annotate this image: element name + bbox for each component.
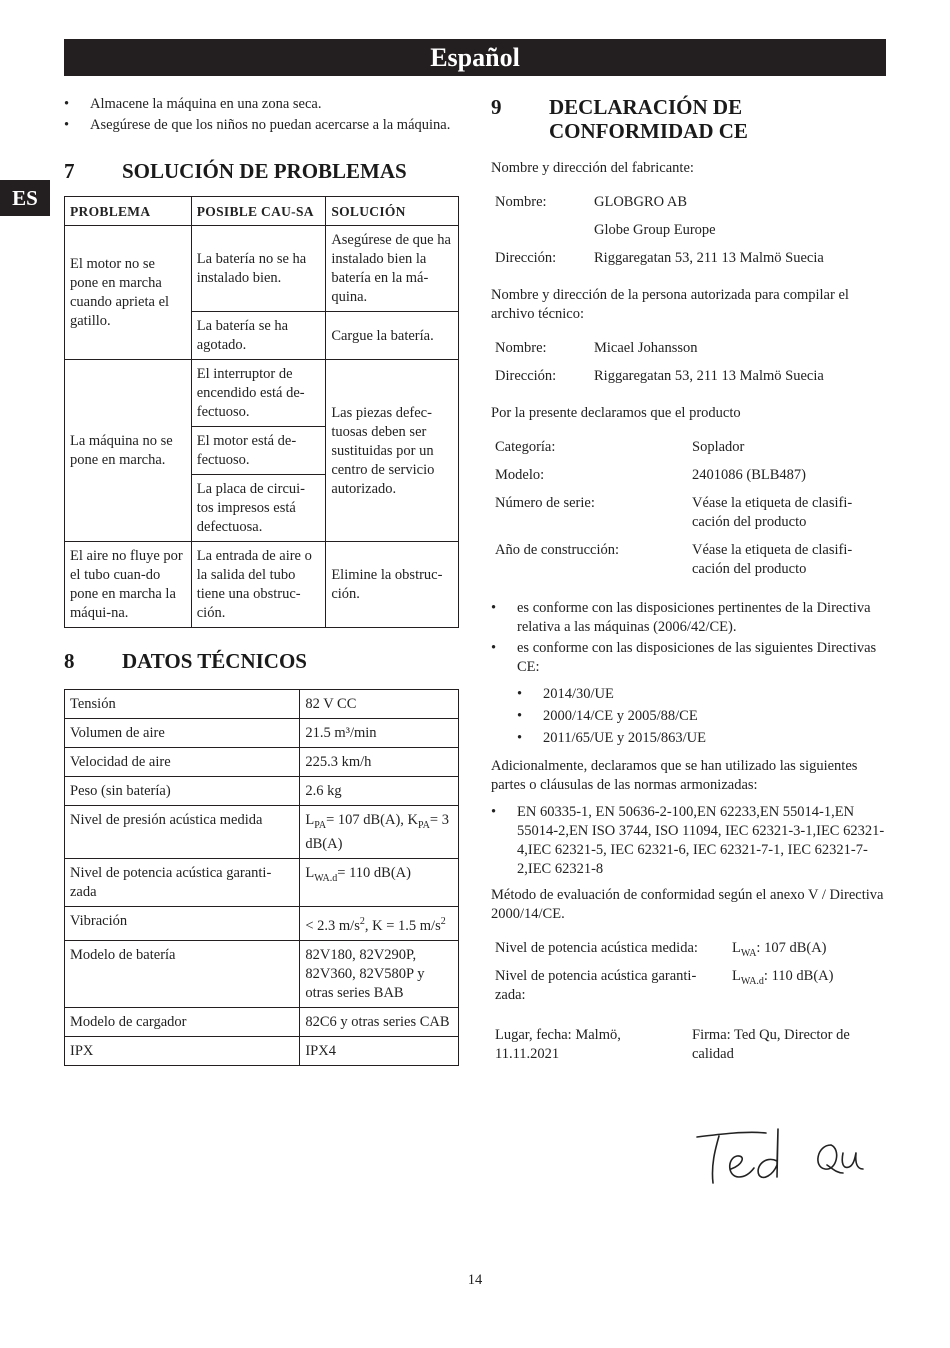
table-row	[65, 806, 459, 859]
problem-cell: La máquina no se pone en marcha.	[65, 360, 192, 542]
field-value: Véase la etiqueta de clasifi-cación del producto	[692, 495, 853, 530]
conformity-bullets	[491, 599, 886, 677]
table-row	[65, 1036, 459, 1065]
field-label: Modelo:	[495, 467, 545, 483]
storage-bullets	[64, 95, 459, 135]
list-item: • es conforme con las disposiciones de las siguientes Directivas CE:	[491, 639, 886, 677]
language-banner: Español	[64, 39, 886, 76]
list-item: • 2014/30/UE	[517, 685, 886, 704]
list-item: • Asegúrese de que los niños no puedan acercarse a la máquina.	[64, 116, 459, 135]
spec-value: 2.6 kg	[300, 777, 459, 806]
page-number: 14	[467, 1272, 483, 1288]
column-header: POSIBLE CAU-SA	[191, 197, 326, 226]
table-row	[65, 940, 459, 1007]
spec-label: Velocidad de aire	[65, 748, 300, 777]
section-number: 8	[64, 649, 75, 673]
spec-label: Vibración	[65, 906, 300, 940]
field-value: Micael Johansson	[594, 340, 698, 356]
table-row	[491, 466, 886, 494]
table-header-row	[65, 197, 459, 226]
spec-value: $L_{WA.d}= 110$ dB(A)	[300, 858, 459, 906]
acoustic-table	[491, 939, 837, 1005]
field-value: $L_{WA.d}$: 110 dB(A)	[732, 968, 834, 987]
table-row	[65, 542, 459, 628]
problem-cell: El aire no fluye por el tubo cuan-do pone en marcha la máqui-na.	[65, 542, 192, 628]
left-column	[64, 95, 459, 1066]
table-row	[65, 690, 459, 719]
spec-value: IPX4	[300, 1036, 459, 1065]
directive-list	[517, 685, 886, 748]
table-row	[491, 541, 886, 588]
section-8-heading	[64, 649, 459, 673]
field-label: Categoría:	[495, 439, 556, 455]
list-item: • EN 60335-1, EN 50636-2-100,EN 62233,EN 55014-1,EN 55014-2,EN ISO 3744, ISO 11094, IEC 62321-3-1,IEC 62321-4,IEC 62321-5, IEC 62321-6, IEC 62321-7-1, IEC 62321-7-2,IEC 62321-8	[491, 803, 886, 879]
field-label: Dirección:	[495, 368, 557, 384]
field-value: Globe Group Europe	[594, 222, 716, 238]
section-title: DECLARACIÓN DE CONFORMIDAD CE	[549, 95, 748, 143]
table-row	[65, 906, 459, 940]
spec-label: Volumen de aire	[65, 719, 300, 748]
table-row	[491, 339, 828, 367]
table-row	[65, 1007, 459, 1036]
field-label: Nivel de potencia acústica garanti-zada:	[495, 968, 697, 1003]
handwritten-signature	[691, 1125, 891, 1195]
table-row	[491, 249, 828, 277]
table-row	[65, 777, 459, 806]
table-row	[491, 494, 886, 541]
technical-data-table	[64, 689, 459, 1066]
solution-cell: Asegúrese de que ha instalado bien la batería en la má-quina.	[326, 226, 459, 312]
cause-cell: El interruptor de encendido está de-fectuoso.	[191, 360, 326, 427]
spec-value: 225.3 km/h	[300, 748, 459, 777]
list-item: • 2000/14/CE y 2005/88/CE	[517, 707, 886, 726]
table-row	[491, 939, 837, 967]
solution-cell: Cargue la batería.	[326, 312, 459, 360]
field-label: Año de construcción:	[495, 542, 620, 558]
right-column	[491, 95, 886, 1064]
field-value: Soplador	[692, 439, 745, 455]
field-label: Número de serie:	[495, 495, 595, 511]
list-item: • 2011/65/UE y 2015/863/UE	[517, 729, 886, 748]
field-label: Nombre:	[495, 340, 547, 356]
language-tab: ES	[0, 180, 50, 216]
authorized-intro: Nombre y dirección de la persona autorizada para compilar el archivo técnico:	[491, 287, 849, 322]
field-value: GLOBGRO AB	[594, 194, 688, 210]
table-row	[491, 438, 886, 466]
spec-value: 82C6 y otras series CAB	[300, 1007, 459, 1036]
declaration-intro: Por la presente declaramos que el producto	[491, 405, 741, 421]
place-date: Lugar, fecha: Malmö, 11.11.2021	[495, 1027, 621, 1062]
authorized-person-table	[491, 339, 828, 395]
field-value: Véase la etiqueta de clasifi-cación del producto	[692, 542, 853, 577]
section-title: SOLUCIÓN DE PROBLEMAS	[122, 159, 407, 183]
table-row	[491, 193, 828, 221]
cause-cell: La batería se ha agotado.	[191, 312, 326, 360]
spec-value: $L_{PA}= 107$ dB(A), $K_{PA}= 3$ dB(A)	[300, 806, 459, 859]
section-number: 9	[491, 95, 502, 119]
field-value: Riggaregatan 53, 211 13 Malmö Suecia	[594, 368, 824, 384]
signature-block	[491, 1026, 886, 1064]
solution-cell: Elimine la obstruc-ción.	[326, 542, 459, 628]
spec-value: 82 V CC	[300, 690, 459, 719]
cause-cell: La batería no se ha instalado bien.	[191, 226, 326, 312]
field-label: Nombre:	[495, 194, 547, 210]
section-9-heading	[491, 95, 886, 143]
spec-label: Modelo de cargador	[65, 1007, 300, 1036]
field-value: 2401086 (BLB487)	[692, 467, 806, 483]
assessment-method: Método de evaluación de conformidad según el anexo V / Directiva 2000/14/CE.	[491, 887, 884, 922]
standards-intro: Adicionalmente, declaramos que se han utilizado las siguientes partes o cláusulas de las normas armonizadas:	[491, 758, 858, 793]
table-row	[65, 360, 459, 427]
cause-cell: El motor está de-fectuoso.	[191, 427, 326, 475]
spec-label: Nivel de presión acústica medida	[65, 806, 300, 859]
column-header: SOLUCIÓN	[326, 197, 459, 226]
field-label	[491, 221, 590, 249]
cause-cell: La placa de circui-tos impresos está defectuosa.	[191, 475, 326, 542]
standards-list	[491, 803, 886, 879]
spec-label: Nivel de potencia acústica garanti-zada	[65, 858, 300, 906]
table-row	[65, 226, 459, 312]
spec-value: 21.5 m³/min	[300, 719, 459, 748]
solution-cell: Las piezas defec-tuosas deben ser sustituidas por un centro de servicio autorizado.	[326, 360, 459, 542]
table-row	[491, 367, 828, 395]
section-title: DATOS TÉCNICOS	[122, 649, 307, 673]
table-row	[65, 719, 459, 748]
problem-cell: El motor no se pone en marcha cuando aprieta el gatillo.	[65, 226, 192, 360]
spec-value: 82V180, 82V290P, 82V360, 82V580P y otras series BAB	[300, 940, 459, 1007]
list-item: • Almacene la máquina en una zona seca.	[64, 95, 459, 114]
list-item: • es conforme con las disposiciones pertinentes de la Directiva relativa a las máquinas (2006/42/CE).	[491, 599, 886, 637]
field-value: Riggaregatan 53, 211 13 Malmö Suecia	[594, 250, 824, 266]
field-label: Dirección:	[495, 250, 557, 266]
spec-label: IPX	[65, 1036, 300, 1065]
manufacturer-intro: Nombre y dirección del fabricante:	[491, 160, 694, 176]
table-row	[491, 1026, 886, 1064]
section-7-heading	[64, 159, 459, 183]
manufacturer-table	[491, 193, 828, 277]
table-row	[491, 967, 837, 1005]
troubleshooting-table	[64, 196, 459, 628]
table-row	[491, 221, 828, 249]
spec-value: < 2.3 $m/s^2$, K = 1.5 $m/s^2$	[300, 906, 459, 940]
cause-cell: La entrada de aire o la salida del tubo tiene una obstruc-ción.	[191, 542, 326, 628]
table-row	[65, 858, 459, 906]
section-number: 7	[64, 159, 75, 183]
spec-label: Modelo de batería	[65, 940, 300, 1007]
field-label: Nivel de potencia acústica medida:	[495, 940, 698, 956]
field-value: $L_{WA}$: 107 dB(A)	[732, 940, 827, 959]
spec-label: Peso (sin batería)	[65, 777, 300, 806]
spec-label: Tensión	[65, 690, 300, 719]
column-header: PROBLEMA	[65, 197, 192, 226]
table-row	[65, 748, 459, 777]
signatory: Firma: Ted Qu, Director de calidad	[692, 1027, 850, 1062]
product-table	[491, 438, 886, 588]
